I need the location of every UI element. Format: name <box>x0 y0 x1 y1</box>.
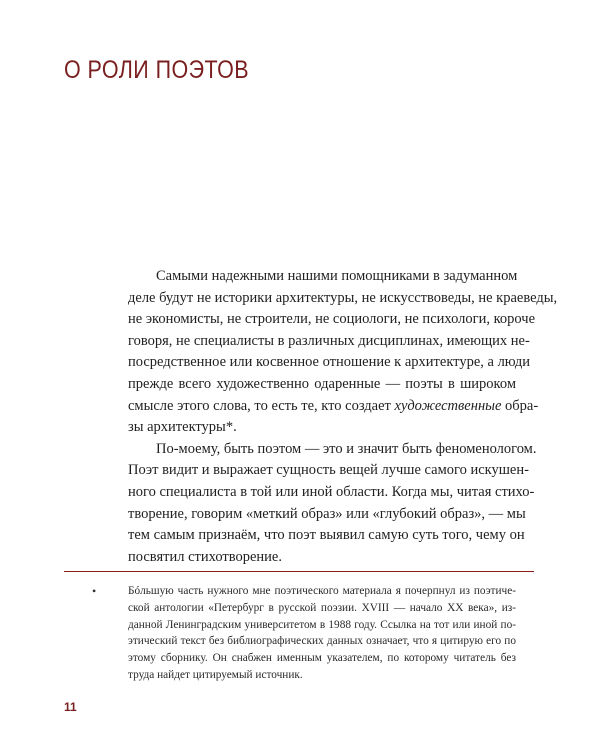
footnote-line: Бóльшую часть нужного мне поэтического материала я почерпнул из поэтиче- <box>128 585 516 597</box>
footnote-line: ской антологии «Петербург в русской поэзии. XVIII — начало XX века», из- <box>128 601 516 614</box>
paragraph-line: ного специалиста в той или иной области. Когда мы, читая стихо- <box>128 483 535 500</box>
paragraph-2 <box>128 439 537 569</box>
paragraph-line: творение, говорим «меткий образ» или «глубокий образ», — мы <box>128 505 526 522</box>
paragraph-line: посредственное или косвенное отношение к архитектуре, а люди <box>128 354 531 371</box>
paragraph-line: деле будут не историки архитектуры, не искусствоведы, не краеведы, <box>128 289 558 306</box>
footnote-marker: • <box>92 584 97 598</box>
footnote-line: этический текст без библиографических данных означает, что я цитирую его по <box>128 635 516 648</box>
footnote <box>128 583 516 684</box>
emphasis-word: художественные <box>394 397 502 414</box>
footnote-line: данной Ленинградским университетом в 1988 году. Ссылка на тот или иной по- <box>128 618 516 631</box>
line-text: смысле этого слова, то есть те, кто создает <box>128 397 391 414</box>
paragraph-line: тем самым признаём, что поэт выявил самую суть того, чему он <box>128 527 525 544</box>
paragraph-line: По-моему, быть поэтом — это и значит быть феноменологом. <box>156 440 537 457</box>
line-text: зы архитектуры <box>128 419 226 436</box>
page-number: 11 <box>64 700 77 714</box>
footnote-ref[interactable]: * <box>225 419 234 436</box>
chapter-title: О РОЛИ ПОЭТОВ <box>64 56 250 84</box>
footnote-divider <box>64 571 534 572</box>
paragraph-line: не экономисты, не строители, не социологи, не психологи, короче <box>128 311 535 328</box>
paragraph-line: Поэт видит и выражает сущность вещей лучше самого искушен- <box>128 462 529 479</box>
line-tail: обра- <box>505 397 539 414</box>
paragraph-line: прежде всего художественно одаренные — поэты в широком <box>128 375 516 392</box>
footnote-line: этому сборнику. Он снабжен именным указателем, по которому читатель без <box>128 652 516 665</box>
body-text <box>128 266 558 568</box>
paragraph-line: посвятил стихотворение. <box>128 548 282 565</box>
paragraph-1 <box>128 266 558 439</box>
footnote-line: труда найдет цитируемый источник. <box>128 668 303 681</box>
paragraph-line-with-emphasis <box>128 396 539 418</box>
paragraph-line: говоря, не специалисты в различных дисциплинах, имеющих не- <box>128 332 530 349</box>
paragraph-line: зы архитектуры*. <box>128 419 237 436</box>
paragraph-line: Самыми надежными нашими помощниками в задуманном <box>156 268 518 284</box>
